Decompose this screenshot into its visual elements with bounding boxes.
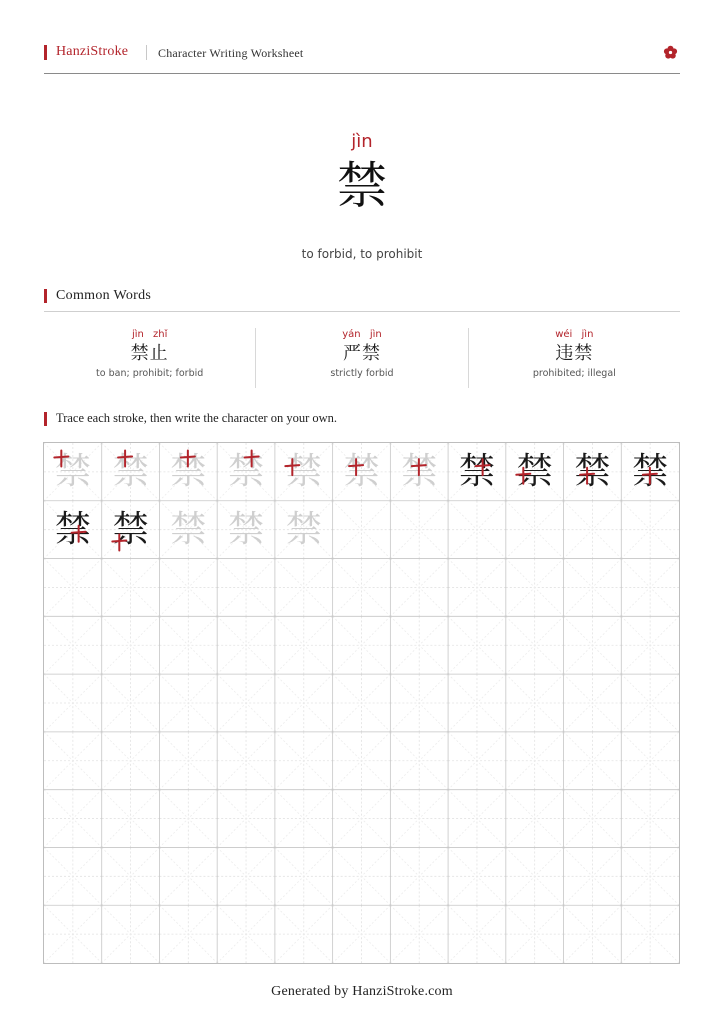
header-divider	[146, 45, 147, 60]
current-stroke-mark	[159, 443, 217, 501]
word-definition: to ban; prohibit; forbid	[96, 368, 204, 379]
word-pinyin: yán jìn	[342, 329, 382, 340]
word-pinyin: jìn zhǐ	[131, 329, 168, 340]
current-stroke-mark	[102, 501, 160, 559]
current-stroke-mark	[217, 443, 275, 501]
character-meaning: to forbid, to prohibit	[301, 247, 423, 261]
practice-glyph: 禁	[516, 451, 553, 492]
header-subtitle: Character Writing Worksheet	[158, 46, 304, 60]
stroke-path	[112, 534, 126, 550]
practice-glyph: 禁	[54, 508, 91, 550]
practice-glyph: 禁	[54, 451, 91, 492]
stroke-step-cell[interactable]	[621, 443, 679, 501]
practice-glyph: 禁	[112, 508, 149, 550]
practice-glyph: 禁	[228, 508, 265, 550]
practice-glyph: 禁	[343, 451, 380, 492]
stroke-path	[516, 468, 530, 484]
current-stroke-mark	[44, 501, 102, 559]
trace-cell[interactable]	[275, 501, 333, 559]
stroke-step-cell[interactable]	[102, 443, 160, 501]
current-stroke-mark	[275, 443, 333, 501]
flower-icon	[663, 45, 678, 60]
word-item	[468, 328, 680, 388]
brand-accent-bar	[44, 45, 47, 60]
stroke-path	[118, 450, 132, 466]
trace-cell[interactable]	[159, 501, 217, 559]
practice-glyph: 禁	[285, 451, 322, 492]
stroke-step-cell[interactable]	[564, 443, 622, 501]
practice-glyph: 禁	[170, 451, 207, 492]
brand-name[interactable]: HanziStroke	[56, 44, 129, 59]
stroke-path	[580, 468, 594, 484]
word-hanzi: 禁止	[130, 343, 169, 364]
stroke-step-cell[interactable]	[44, 443, 102, 501]
stroke-step-cell[interactable]	[44, 501, 102, 559]
stroke-step-cell[interactable]	[217, 443, 275, 501]
practice-glyph: 禁	[574, 451, 611, 492]
current-stroke-mark	[333, 443, 391, 501]
current-stroke-mark	[564, 443, 622, 501]
stroke-path	[412, 459, 426, 475]
stroke-path	[643, 468, 657, 484]
footer-credit: Generated by HanziStroke.com	[271, 984, 453, 999]
common-words-heading	[44, 288, 680, 306]
stroke-step-cell[interactable]	[275, 443, 333, 501]
stroke-path	[476, 459, 490, 475]
character-pinyin: jìn	[351, 131, 373, 152]
word-item	[44, 328, 255, 388]
practice-glyph: 禁	[285, 508, 322, 550]
current-stroke-mark	[102, 443, 160, 501]
stroke-step-cell[interactable]	[102, 501, 160, 559]
word-definition: strictly forbid	[330, 368, 394, 379]
section-accent-bar	[44, 289, 47, 303]
word-item	[255, 328, 467, 388]
current-stroke-mark	[621, 443, 679, 501]
stroke-path	[54, 450, 68, 466]
current-stroke-mark	[44, 443, 102, 501]
section-divider	[44, 311, 680, 312]
practice-instruction: Trace each stroke, then write the character on your own.	[56, 411, 338, 425]
section-accent-bar	[44, 412, 47, 426]
word-hanzi: 严禁	[342, 343, 381, 364]
stroke-path	[285, 459, 299, 475]
current-stroke-mark	[506, 443, 564, 501]
word-hanzi: 违禁	[555, 343, 594, 364]
stroke-step-cell[interactable]	[448, 443, 506, 501]
character-hanzi: 禁	[337, 157, 387, 215]
common-words-list	[44, 328, 680, 388]
word-pinyin: wéi jìn	[555, 329, 594, 340]
stroke-path	[349, 459, 363, 475]
stroke-step-cell[interactable]	[333, 443, 391, 501]
stroke-step-cell[interactable]	[506, 443, 564, 501]
word-definition: prohibited; illegal	[532, 368, 616, 379]
practice-glyph: 禁	[632, 451, 669, 492]
practice-glyph: 禁	[401, 451, 438, 492]
practice-glyph: 禁	[112, 451, 149, 492]
stroke-path	[245, 450, 259, 466]
practice-glyph: 禁	[228, 451, 265, 492]
current-stroke-mark	[448, 443, 506, 501]
worksheet-header	[44, 44, 680, 74]
practice-grid[interactable]	[43, 442, 680, 964]
stroke-step-cell[interactable]	[159, 443, 217, 501]
current-stroke-mark	[390, 443, 448, 501]
practice-glyph: 禁	[458, 451, 495, 492]
stroke-path	[72, 526, 86, 542]
common-words-title: Common Words	[56, 288, 152, 303]
practice-glyph: 禁	[170, 508, 207, 550]
trace-cell[interactable]	[217, 501, 275, 559]
practice-heading	[44, 411, 680, 429]
stroke-step-cell[interactable]	[390, 443, 448, 501]
stroke-path	[181, 450, 195, 466]
